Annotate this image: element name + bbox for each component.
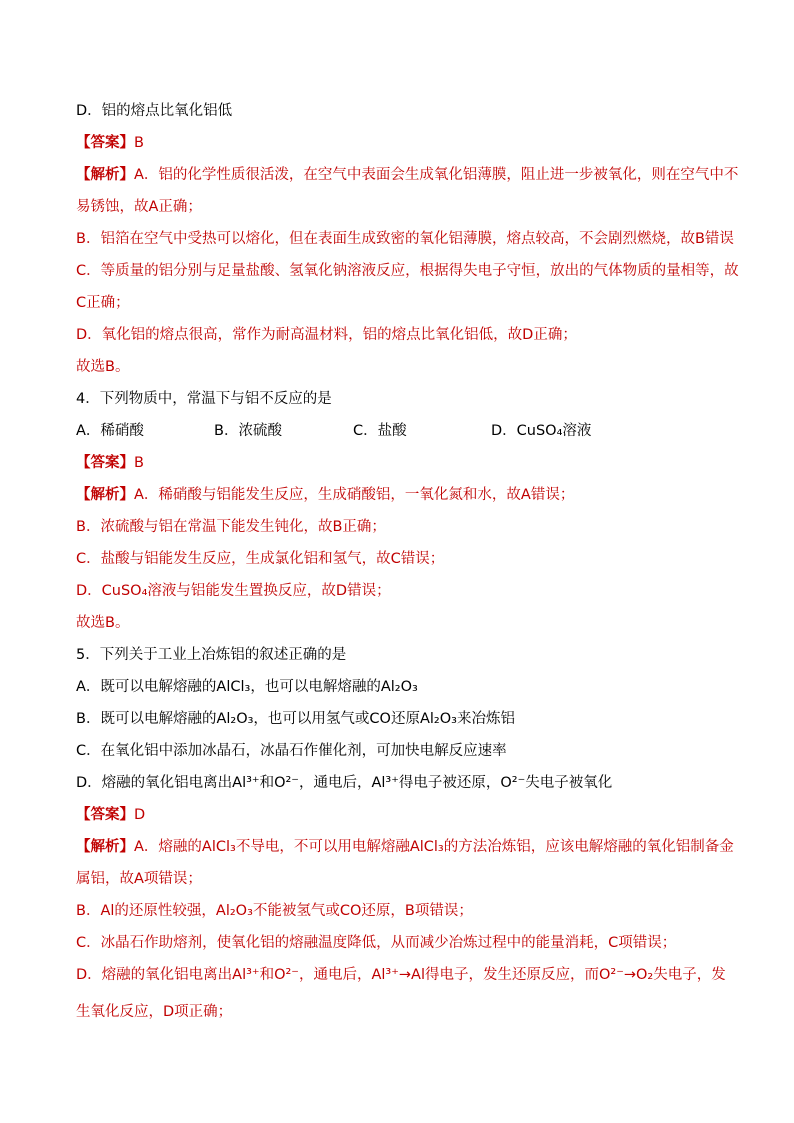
q4-option-b: B．浓硫酸: [214, 423, 282, 439]
q5-answer-line: [76, 806, 145, 824]
q5-stem: 5．下列关于工业上冶炼铝的叙述正确的是: [76, 647, 347, 663]
q4-answer: B: [134, 455, 144, 471]
q4-options: [76, 422, 591, 440]
answer-tag: 【答案】: [76, 455, 134, 471]
q5-analysis-line: 属铝，故A项错误；: [76, 871, 202, 887]
answer-tag: 【答案】: [76, 807, 134, 823]
q3-conclusion: 故选B。: [76, 359, 130, 375]
q5-analysis-line: D．熔融的氧化铝电离出Al³⁺和O²⁻，通电后，Al³⁺→Al得电子，发生还原反应，而O²⁻→O₂失电子，发: [76, 967, 726, 983]
q4-analysis-line: B．浓硫酸与铝在常温下能发生钝化，故B正确；: [76, 519, 386, 535]
q3-analysis-line: C．等质量的铝分别与足量盐酸、氢氧化钠溶液反应，根据得失电子守恒，放出的气体物质的量相等，故: [76, 263, 739, 279]
q3-analysis-line: [76, 166, 738, 184]
q5-option-a: A．既可以电解熔融的AlCl₃，也可以电解熔融的Al₂O₃: [76, 679, 418, 695]
q5-option-c: C．在氧化铝中添加冰晶石，冰晶石作催化剂，可加快电解反应速率: [76, 743, 507, 759]
answer-tag: 【答案】: [76, 135, 134, 151]
q5-option-b: B．既可以电解熔融的Al₂O₃，也可以用氢气或CO还原Al₂O₃来冶炼铝: [76, 711, 515, 727]
analysis-tag: 【解析】: [76, 839, 134, 855]
q4-stem: 4．下列物质中，常温下与铝不反应的是: [76, 391, 332, 407]
q4-option-a: A．稀硝酸: [76, 423, 144, 439]
q3-answer: B: [134, 135, 144, 151]
q4-option-c: C．盐酸: [353, 423, 407, 439]
q4-analysis-text: A．稀硝酸与铝能发生反应，生成硝酸铝，一氧化氮和水，故A错误；: [134, 487, 575, 503]
q4-answer-line: [76, 454, 144, 472]
q4-analysis-line: [76, 486, 574, 504]
q4-conclusion: 故选B。: [76, 615, 130, 631]
q3-analysis-line: D．氧化铝的熔点很高，常作为耐高温材料，铝的熔点比氧化铝低，故D正确；: [76, 327, 577, 343]
q5-option-d: D．熔融的氧化铝电离出Al³⁺和O²⁻，通电后，Al³⁺得电子被还原，O²⁻失电子被氧化: [76, 775, 613, 791]
q4-analysis-line: D．CuSO₄溶液与铝能发生置换反应，故D错误；: [76, 583, 391, 599]
q5-analysis-line: 生氧化反应，D项正确；: [76, 1004, 233, 1020]
q3-option-d: D．铝的熔点比氧化铝低: [76, 103, 233, 119]
q4-analysis-line: C．盐酸与铝能发生反应，生成氯化铝和氢气，故C错误；: [76, 551, 445, 567]
q3-analysis-line: B．铝箔在空气中受热可以熔化，但在表面生成致密的氧化铝薄膜，熔点较高，不会剧烈燃烧，故B错误: [76, 231, 734, 247]
q3-analysis-line: C正确；: [76, 295, 130, 311]
analysis-tag: 【解析】: [76, 487, 134, 503]
q5-analysis-line: [76, 838, 734, 856]
analysis-tag: 【解析】: [76, 167, 134, 183]
q3-answer-line: [76, 134, 144, 152]
q3-analysis-line: 易锈蚀，故A正确；: [76, 199, 202, 215]
q4-option-d: D．CuSO₄溶液: [491, 423, 592, 439]
q5-analysis-line: B．Al的还原性较强，Al₂O₃不能被氢气或CO还原，B项错误；: [76, 903, 473, 919]
q5-analysis-text: A．熔融的AlCl₃不导电，不可以用电解熔融AlCl₃的方法冶炼铝，应该电解熔融的氧化铝制备金: [134, 839, 734, 855]
q5-answer: D: [134, 807, 146, 823]
q3-analysis-text: A．铝的化学性质很活泼，在空气中表面会生成氧化铝薄膜，阻止进一步被氧化，则在空气中不: [134, 167, 739, 183]
q5-analysis-line: C．冰晶石作助熔剂，使氧化铝的熔融温度降低，从而减少冶炼过程中的能量消耗，C项错误；: [76, 935, 677, 951]
